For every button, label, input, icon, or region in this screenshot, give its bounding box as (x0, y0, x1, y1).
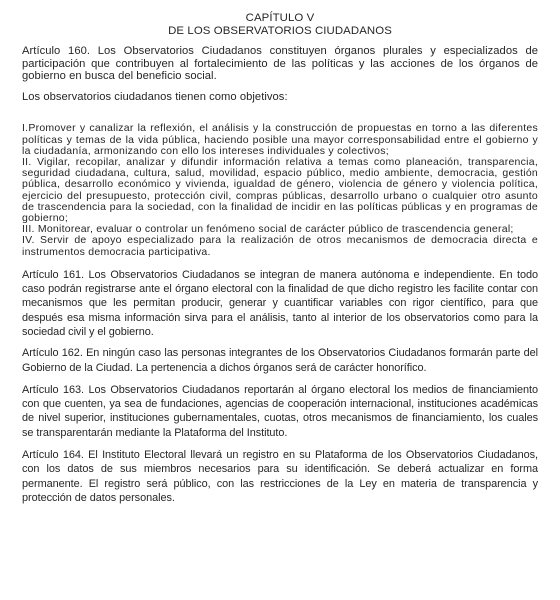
objectives-intro: Los observatorios ciudadanos tienen como objetivos: (22, 90, 288, 103)
article-161: Artículo 161. Los Observatorios Ciudadanos se integran de manera autónoma e independiente. En todo caso podrán registrarse ante el órgano electoral con la finalidad de que dicho registro les facilite contar con mecanismos que les permitan producir, generar y cuantificar variables con rigor científico, para que después esa misma información sirva para el análisis, tanto al interior de los observatorios como para la sociedad civil y el gobierno. (22, 268, 538, 338)
objective-item-2: II. Vigilar, recopilar, analizar y difundir información relativa a temas como planeación, transparencia, seguridad ciudadana, cultura, salud, movilidad, espacio público, medio ambiente, democracia, gestión pública, desarrollo económico y vivienda, igualdad de género, violencia de género y violencia política, ejercicio del presupuesto, protección civil, compras públicas, desarrollo urbano o cualquier otro asunto de trascendencia para la sociedad, con la finalidad de incidir en las políticas públicas y en programas de gobierno; (22, 155, 538, 224)
article-160: Artículo 160. Los Observatorios Ciudadanos constituyen órganos plurales y especializados de participación que contribuyen al fortalecimiento de las políticas y las acciones de los órganos de gobierno en busca del beneficio social. (22, 45, 538, 83)
article-163: Artículo 163. Los Observatorios Ciudadanos reportarán al órgano electoral los medios de financiamiento con que cuenten, ya sea de fundaciones, agencias de cooperación internacional, instituciones académicas de nivel superior, instituciones gubernamentales, cuotas, otros mecanismos de financiamiento, los cuales se transparentarán mediante la Plataforma del Instituto. (22, 383, 538, 439)
chapter-number: CAPÍTULO V (245, 12, 315, 24)
objective-item-4: IV. Servir de apoyo especializado para la realización de otros mecanismos de democracia directa e instrumentos democracia participativa. (22, 234, 538, 258)
objective-item-3: III. Monitorear, evaluar o controlar un fenómeno social de carácter público de trascendencia general; (22, 223, 514, 236)
objective-item-1: I.Promover y canalizar la reflexión, el análisis y la construcción de propuestas en torno a las diferentes políticas y temas de la vida pública, haciendo posible una mayor corresponsabilidad entre el gobierno y la ciudadanía, armonizando con ello los intereses individuales y colectivos; (22, 122, 538, 157)
chapter-title: DE LOS OBSERVATORIOS CIUDADANOS (168, 24, 392, 37)
article-164: Artículo 164. El Instituto Electoral llevará un registro en su Plataforma de los Observatorios Ciudadanos, con los datos de sus miembros necesarios para su identificación. Se deberá actualizar en forma permanente. El registro será público, con las restricciones de la Ley en materia de transparencia y protección de datos personales. (22, 449, 538, 504)
article-162: Artículo 162. En ningún caso las personas integrantes de los Observatorios Ciudadanos formarán parte del Gobierno de la Ciudad. La pertenencia a dichos órganos será de carácter honorífico. (22, 347, 538, 374)
chapter-heading (22, 12, 538, 37)
objectives-list (22, 123, 538, 257)
